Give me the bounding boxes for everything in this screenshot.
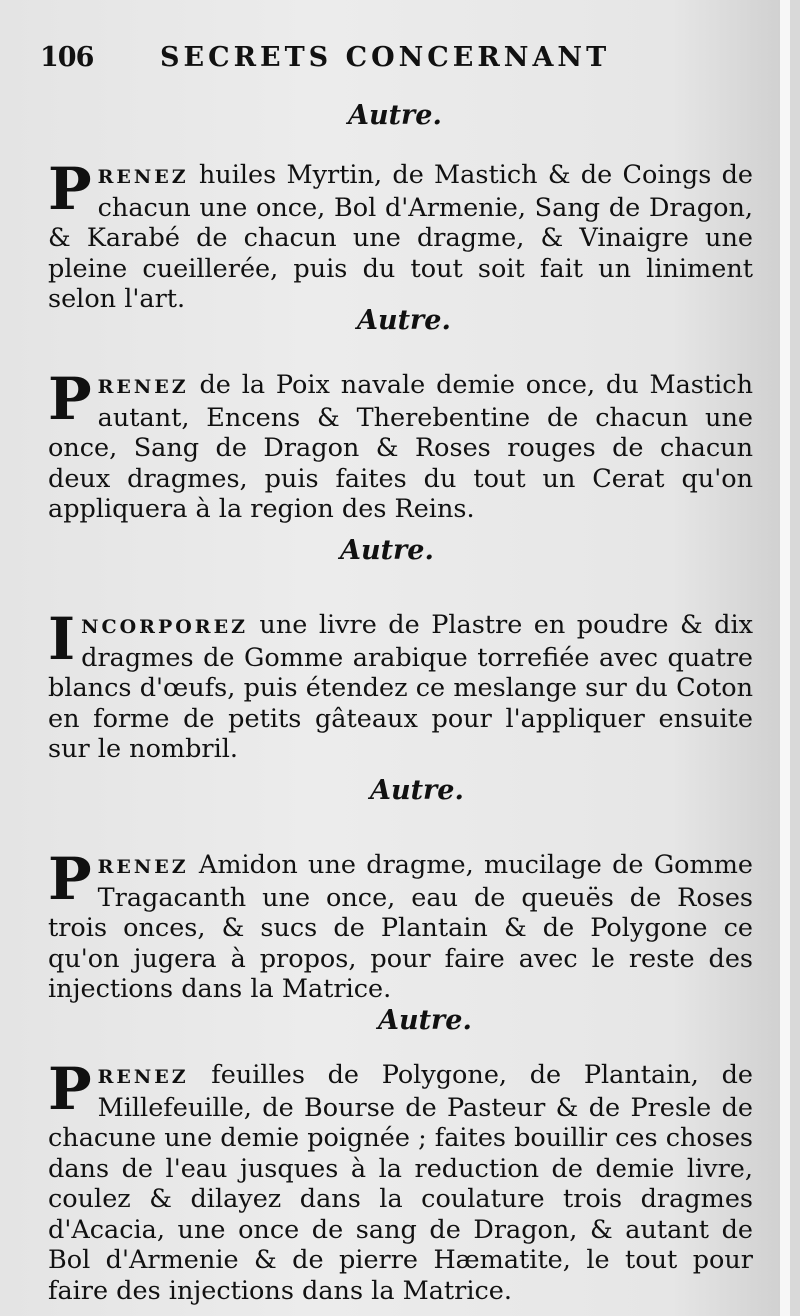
- dropcap-4: P: [48, 845, 92, 913]
- cap-word-2: RENEZ: [97, 376, 189, 398]
- section-title-5: Autre.: [378, 1005, 472, 1036]
- cap-word-4: RENEZ: [97, 856, 189, 878]
- page-header: [40, 38, 750, 78]
- recipe-paragraph-5: [48, 1055, 754, 1306]
- running-title: SECRETS CONCERNANT: [160, 42, 611, 73]
- cap-word-5: RENEZ: [97, 1066, 189, 1088]
- dropcap-5: P: [48, 1055, 92, 1123]
- dropcap-2: P: [48, 365, 92, 433]
- section-title-2: Autre.: [357, 305, 451, 336]
- paragraph-text-3: une livre de Plastre en poudre & dix dragmes de Gomme arabique torrefiée avec quatre blancs d'œufs, puis étendez ce meslange sur du Coton en forme de petits gâteaux pour l'appliquer ensuite sur le nombril.: [48, 610, 753, 764]
- recipe-paragraph-2: [48, 365, 753, 525]
- page-edge: [780, 0, 790, 1316]
- cap-word-1: RENEZ: [97, 166, 189, 188]
- paragraph-text-2: de la Poix navale demie once, du Mastich autant, Encens & Therebentine de chacun une once, Sang de Dragon & Roses rouges de chacun deux dragmes, puis faites du tout un Cerat qu'on appliquera à la region des Reins.: [48, 370, 753, 524]
- section-title-4: Autre.: [370, 775, 464, 806]
- page-number: 106: [40, 42, 94, 73]
- section-title-3: Autre.: [340, 535, 434, 566]
- cap-word-3: NCORPOREZ: [81, 616, 248, 638]
- paragraph-text-5: feuilles de Polygone, de Plantain, de Millefeuille, de Bourse de Pasteur & de Presle de chacune une demie poignée ; faites bouillir ces choses dans de l'eau jusques à la reduction de demie livre, coulez & dilayez dans la coulature trois dragmes d'Acacia, une once de sang de Dragon, & autant de Bol d'Armenie & de pierre Hæmatite, le tout pour faire des injections dans la Matrice.: [48, 1060, 754, 1306]
- paragraph-text-1: huiles Myrtin, de Mastich & de Coings de chacun une once, Bol d'Armenie, Sang de Dragon, & Karabé de chacun une dragme, & Vinaigre une pleine cueillerée, puis du tout soit fait un liniment selon l'art.: [48, 160, 753, 314]
- paragraph-text-4: Amidon une dragme, mucilage de Gomme Tragacanth une once, eau de queuës de Roses trois onces, & sucs de Plantain & de Polygone ce qu'on jugera à propos, pour faire avec le reste des injections dans la Matrice.: [48, 850, 753, 1004]
- recipe-paragraph-4: [48, 845, 753, 1005]
- dropcap-3: I: [48, 605, 76, 673]
- dropcap-1: P: [48, 155, 92, 223]
- section-title-1: Autre.: [348, 100, 442, 131]
- recipe-paragraph-1: [48, 155, 753, 315]
- recipe-paragraph-3: [48, 605, 753, 765]
